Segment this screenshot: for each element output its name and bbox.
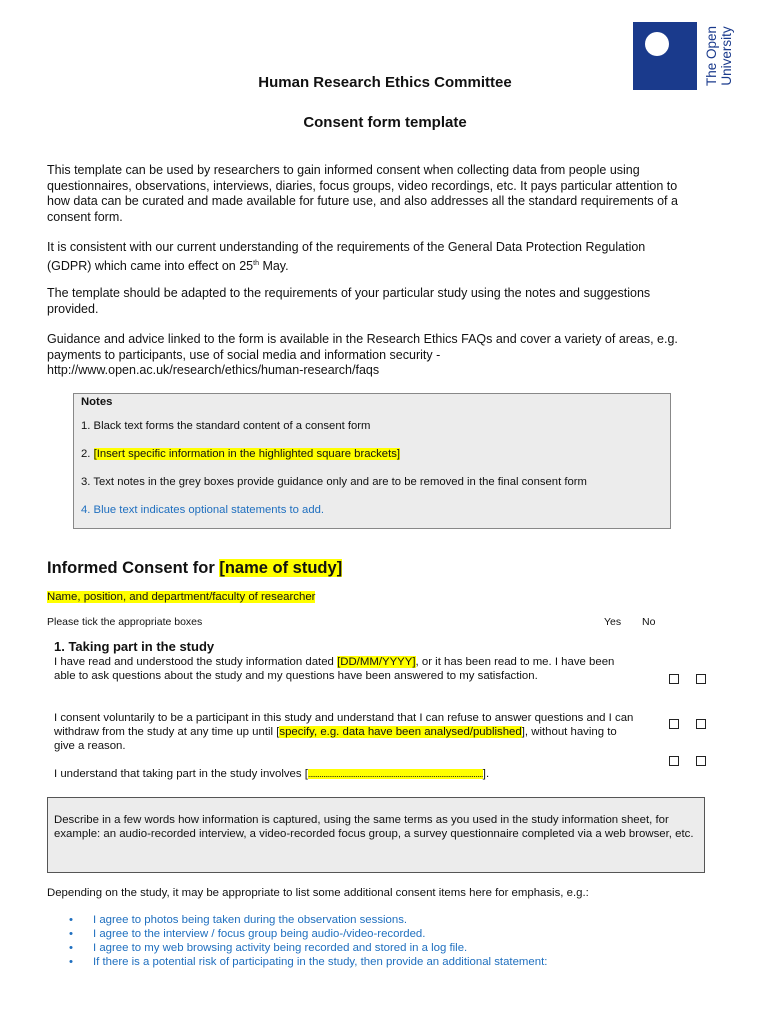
- logo-circle-icon: [645, 32, 669, 56]
- list-item: • I agree to the interview / focus group being audio-/video-recorded.: [47, 927, 707, 941]
- optional-statements-list: [47, 913, 707, 969]
- note-4: 4. Blue text indicates optional statements to add.: [81, 504, 325, 516]
- note-3: 3. Text notes in the grey boxes provide guidance only and are to be removed in the final consent form: [81, 476, 587, 488]
- intro-paragraph-3: The template should be adapted to the requirements of your particular study using the notes and suggestions provided.: [47, 286, 651, 316]
- consent-item-1: I have read and understood the study information dated [DD/MM/YYYY], or it has been read to me. I have been able to ask questions about the study and my questions have been answered to my satisfaction.: [54, 656, 615, 682]
- additional-items-intro: Depending on the study, it may be appropriate to list some additional consent items here for emphasis, e.g.:: [47, 887, 589, 899]
- item2-yes-checkbox[interactable]: [669, 719, 679, 729]
- committee-heading: Human Research Ethics Committee: [258, 74, 512, 91]
- intro-paragraph-4: Guidance and advice linked to the form is available in the Research Ethics FAQs and cover a variety of areas, e.g. payments to participants, use of social media and information security - http://www.open.ac.uk/research/ethics/human-research/faqs: [47, 332, 678, 377]
- item3-no-checkbox[interactable]: [696, 756, 706, 766]
- note-2: 2. [Insert specific information in the highlighted square brackets]: [81, 448, 400, 460]
- tick-instruction: Please tick the appropriate boxes: [47, 616, 203, 628]
- no-column-header: No: [642, 616, 656, 628]
- guidance-text: Describe in a few words how information is captured, using the same terms as you used in the study information sheet, for example: an audio-recorded interview, a video-recorded focus group, a survey questionnaire completed via a web browser, etc.: [54, 814, 694, 840]
- intro-paragraph-1: This template can be used by researchers to gain informed consent when collecting data from people using questionnaires, observations, interviews, diaries, focus groups, video recordings, etc. It pays particular attention to how data can be curated and made available for future use, and also addresses all the standard requirements of a consent form.: [47, 163, 678, 224]
- item3-yes-checkbox[interactable]: [669, 756, 679, 766]
- researcher-line: Name, position, and department/faculty of researcher: [47, 591, 316, 603]
- intro-paragraph-2: It is consistent with our current understanding of the requirements of the General Data Protection Regulation (GDPR) which came into effect on 25th May.: [47, 240, 646, 273]
- yes-column-header: Yes: [604, 616, 622, 628]
- item1-yes-checkbox[interactable]: [669, 674, 679, 684]
- notes-box: [73, 393, 671, 529]
- page-title: Consent form template: [303, 114, 467, 131]
- list-item: • If there is a potential risk of participating in the study, then provide an additional statement:: [47, 955, 707, 969]
- list-item: • I agree to photos being taken during the observation sessions.: [47, 913, 707, 927]
- consent-title: Informed Consent for [name of study]: [47, 559, 343, 577]
- item2-no-checkbox[interactable]: [696, 719, 706, 729]
- list-item: • I agree to my web browsing activity being recorded and stored in a log file.: [47, 941, 707, 955]
- note-1: 1. Black text forms the standard content of a consent form: [81, 420, 371, 432]
- logo-line1: The Open: [704, 25, 719, 87]
- item1-no-checkbox[interactable]: [696, 674, 706, 684]
- section-1-title: 1. Taking part in the study: [54, 639, 215, 654]
- consent-item-3: I understand that taking part in the study involves [............................................................................................].: [54, 768, 490, 780]
- notes-title: Notes: [81, 396, 113, 408]
- logo-line2: University: [719, 26, 734, 86]
- guidance-box: [47, 797, 705, 873]
- consent-item-2: I consent voluntarily to be a participant in this study and understand that I can refuse to answer questions and I can withdraw from the study at any time up until [specify, e.g. data have been analysed/published], without having to give a reason.: [54, 712, 634, 752]
